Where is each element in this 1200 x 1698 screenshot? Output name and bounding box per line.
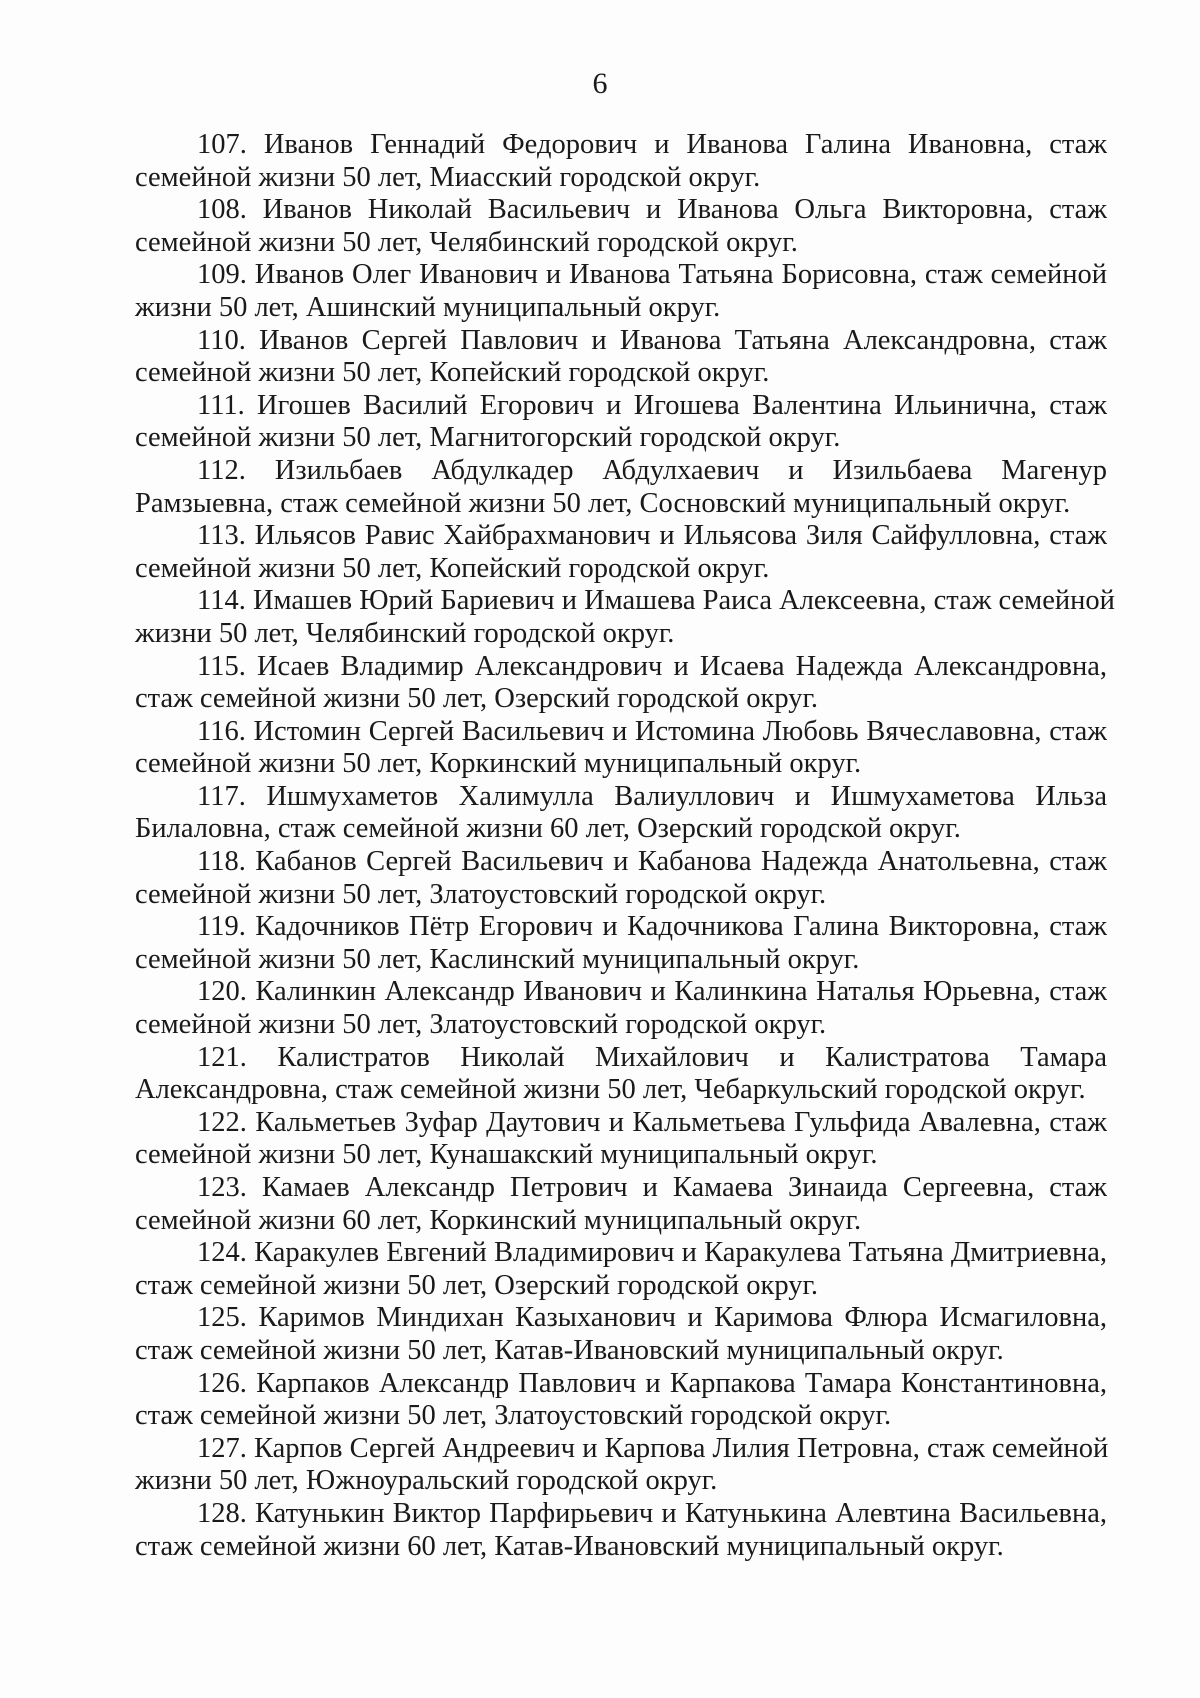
list-item bbox=[135, 194, 1107, 259]
entry-line-1: 123. Камаев Александр Петрович и Камаева Зинаида Сергеевна, стаж bbox=[197, 1172, 1107, 1203]
entry-line-2: стаж семейной жизни 50 лет, Златоустовский городской округ. bbox=[135, 1400, 892, 1432]
entry-line-1: 107. Иванов Геннадий Федорович и Иванова Галина Ивановна, стаж bbox=[197, 129, 1107, 160]
entry-line-2: семейной жизни 50 лет, Магнитогорский городской округ. bbox=[135, 422, 841, 454]
list-item bbox=[135, 1042, 1107, 1107]
entry-line-2: жизни 50 лет, Ашинский муниципальный округ. bbox=[135, 291, 721, 323]
entry-line-2: стаж семейной жизни 50 лет, Катав-Ивановский муниципальный округ. bbox=[135, 1334, 1004, 1366]
entry-line-2: стаж семейной жизни 50 лет, Озерский городской округ. bbox=[135, 683, 819, 715]
entry-line-2: семейной жизни 50 лет, Златоустовский городской округ. bbox=[135, 878, 827, 910]
list-item bbox=[135, 1498, 1107, 1563]
list-item bbox=[135, 651, 1107, 716]
entry-line-1: 118. Кабанов Сергей Васильевич и Кабанова Надежда Анатольевна, стаж bbox=[197, 846, 1107, 878]
list-item bbox=[135, 976, 1107, 1041]
entry-line-1: 121. Калистратов Николай Михайлович и Калистратова Тамара bbox=[197, 1041, 1107, 1073]
entry-line-1: 113. Ильясов Равис Хайбрахманович и Ильясова Зиля Сайфулловна, стаж bbox=[197, 520, 1107, 552]
entry-line-1: 124. Каракулев Евгений Владимирович и Каракулева Татьяна Дмитриевна, bbox=[197, 1237, 1107, 1269]
entry-line-2: семейной жизни 50 лет, Копейский городской округ. bbox=[135, 357, 770, 389]
entry-line-2: жизни 50 лет, Южноуральский городской округ. bbox=[135, 1465, 718, 1497]
entry-line-2: семейной жизни 50 лет, Челябинский городской округ. bbox=[135, 226, 798, 258]
entry-line-1: 127. Карпов Сергей Андреевич и Карпова Лилия Петровна, стаж семейной bbox=[197, 1432, 1109, 1464]
entry-line-1: 122. Кальметьев Зуфар Даутович и Кальметьева Гульфида Авалевна, стаж bbox=[197, 1106, 1107, 1138]
entry-line-1: 117. Ишмухаметов Халимулла Валиуллович и Ишмухаметова Ильза bbox=[197, 780, 1107, 812]
list-item bbox=[135, 1433, 1107, 1498]
entry-line-2: семейной жизни 60 лет, Коркинский муниципальный округ. bbox=[135, 1204, 862, 1236]
list-item bbox=[135, 259, 1107, 324]
entry-line-1: 108. Иванов Николай Васильевич и Иванова Ольга Викторовна, стаж bbox=[197, 194, 1107, 226]
list-item bbox=[135, 390, 1107, 455]
entry-line-1: 114. Имашев Юрий Бариевич и Имашева Раиса Алексеевна, стаж семейной bbox=[197, 585, 1115, 617]
list-item bbox=[135, 911, 1107, 976]
list-item bbox=[135, 1172, 1107, 1237]
list-item bbox=[135, 455, 1107, 520]
entry-line-1: 115. Исаев Владимир Александрович и Исаева Надежда Александровна, bbox=[197, 650, 1107, 682]
entry-line-2: семейной жизни 50 лет, Кунашакский муниципальный округ. bbox=[135, 1139, 878, 1171]
entry-line-1: 109. Иванов Олег Иванович и Иванова Татьяна Борисовна, стаж семейной bbox=[197, 259, 1107, 291]
list-item bbox=[135, 1107, 1107, 1172]
entry-line-1: 110. Иванов Сергей Павлович и Иванова Татьяна Александровна, стаж bbox=[197, 324, 1107, 356]
entry-line-1: 125. Каримов Миндихан Казыханович и Каримова Флюра Исмагиловна, bbox=[197, 1302, 1107, 1334]
entry-line-2: стаж семейной жизни 60 лет, Катав-Ивановский муниципальный округ. bbox=[135, 1530, 1004, 1562]
entry-line-2: жизни 50 лет, Челябинский городской округ. bbox=[135, 617, 675, 649]
entry-line-2: семейной жизни 50 лет, Миасский городской округ. bbox=[135, 161, 761, 193]
list-item bbox=[135, 129, 1107, 194]
entry-line-1: 128. Катунькин Виктор Парфирьевич и Катунькина Алевтина Васильевна, bbox=[197, 1497, 1107, 1529]
entry-line-2: стаж семейной жизни 50 лет, Озерский городской округ. bbox=[135, 1269, 819, 1301]
entry-line-2: Билаловна, стаж семейной жизни 60 лет, Озерский городской округ. bbox=[135, 813, 961, 845]
page-number: 6 bbox=[592, 67, 608, 100]
entry-line-2: семейной жизни 50 лет, Копейский городской округ. bbox=[135, 552, 770, 584]
entry-line-1: 116. Истомин Сергей Васильевич и Истомина Любовь Вячеславовна, стаж bbox=[197, 715, 1107, 747]
list-item bbox=[135, 781, 1107, 846]
entry-line-2: семейной жизни 50 лет, Златоустовский городской округ. bbox=[135, 1009, 827, 1041]
entry-line-1: 112. Изильбаев Абдулкадер Абдулхаевич и Изильбаева Магенур bbox=[197, 454, 1107, 486]
list-item bbox=[135, 325, 1107, 390]
entry-line-2: семейной жизни 50 лет, Коркинский муниципальный округ. bbox=[135, 748, 862, 780]
list-item bbox=[135, 1237, 1107, 1302]
entry-line-2: Рамзыевна, стаж семейной жизни 50 лет, Сосновский муниципальный округ. bbox=[135, 487, 1071, 519]
award-list bbox=[135, 129, 1115, 1563]
list-item bbox=[135, 716, 1107, 781]
list-item bbox=[135, 520, 1107, 585]
entry-line-2: Александровна, стаж семейной жизни 50 лет, Чебаркульский городской округ. bbox=[135, 1074, 1086, 1106]
list-item bbox=[135, 846, 1107, 911]
list-item bbox=[135, 1302, 1107, 1367]
list-item bbox=[135, 585, 1115, 650]
entry-line-1: 120. Калинкин Александр Иванович и Калинкина Наталья Юрьевна, стаж bbox=[197, 976, 1107, 1008]
entry-line-2: семейной жизни 50 лет, Каслинский муниципальный округ. bbox=[135, 943, 860, 975]
entry-line-1: 126. Карпаков Александр Павлович и Карпакова Тамара Константиновна, bbox=[197, 1367, 1107, 1399]
entry-line-1: 111. Игошев Василий Егорович и Игошева Валентина Ильинична, стаж bbox=[197, 389, 1107, 421]
entry-line-1: 119. Кадочников Пётр Егорович и Кадочникова Галина Викторовна, стаж bbox=[197, 911, 1107, 943]
list-item bbox=[135, 1368, 1107, 1433]
